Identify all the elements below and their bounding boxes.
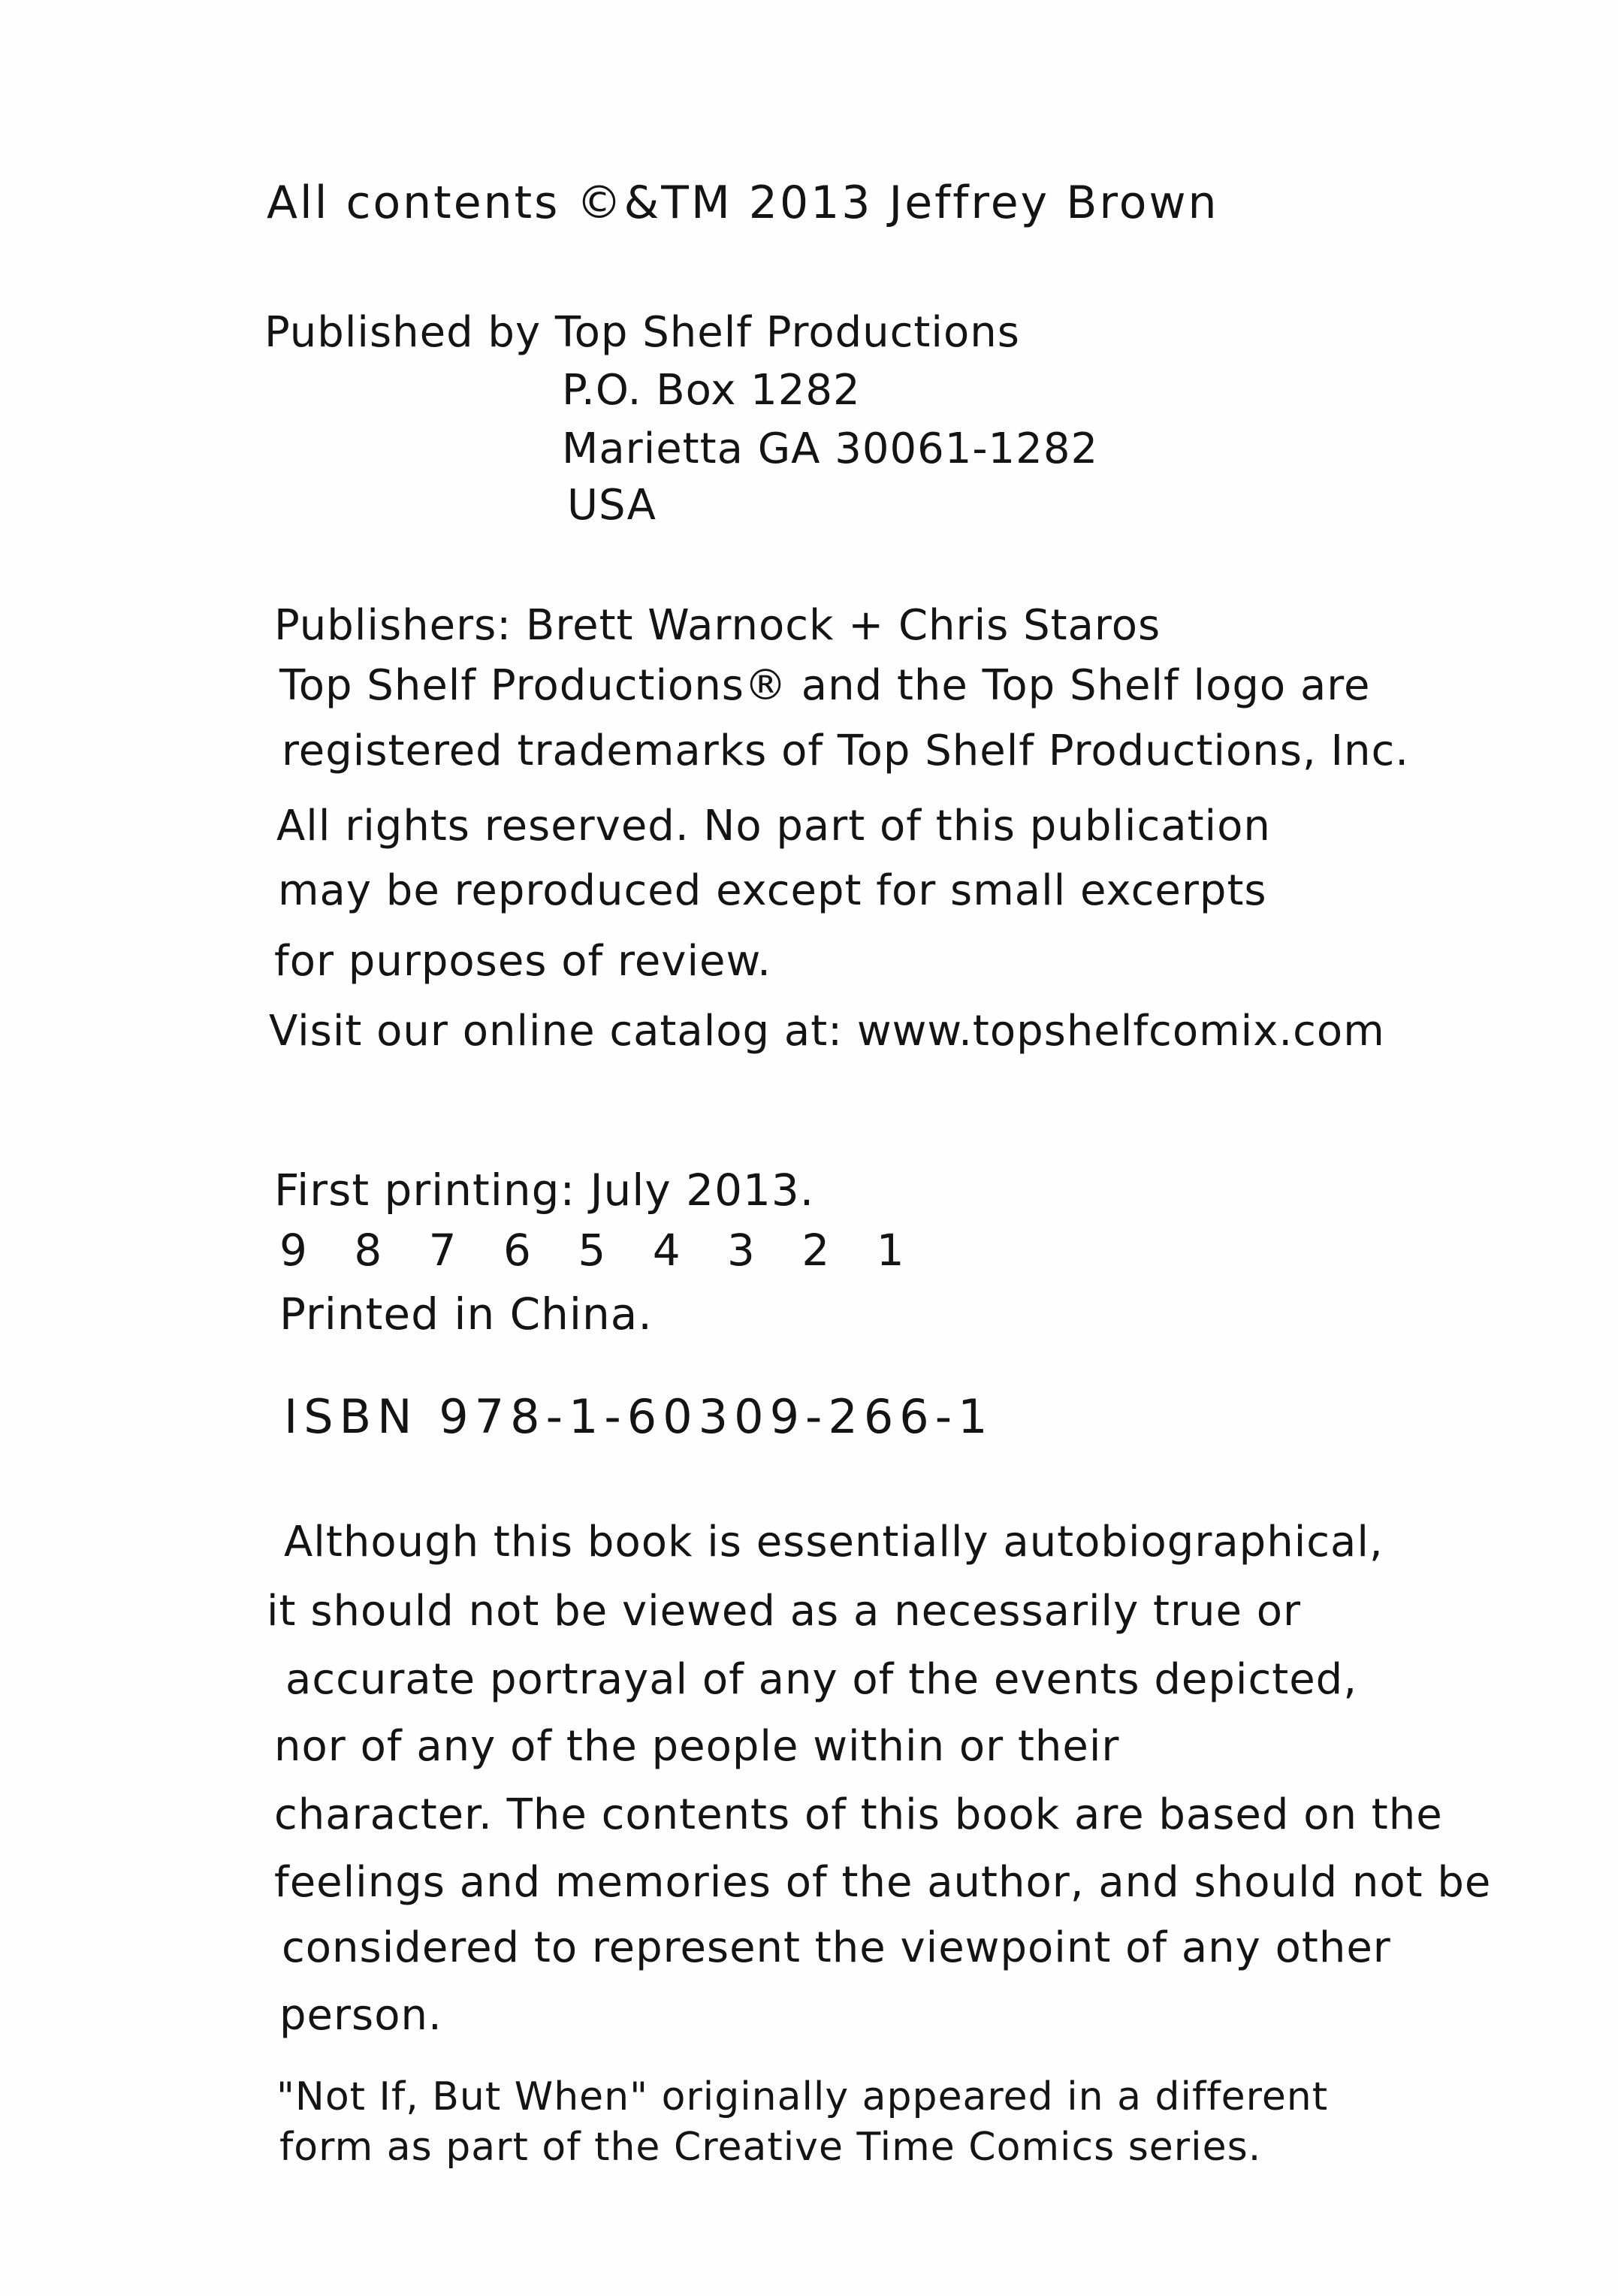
disclaimer-line-1: Although this book is essentially autobiographical,	[284, 1518, 1384, 1566]
first-printing-line: First printing: July 2013.	[274, 1165, 815, 1216]
print-number-line: 9 8 7 6 5 4 3 2 1	[279, 1225, 921, 1276]
publishers-names-line: Publishers: Brett Warnock + Chris Staros	[274, 601, 1161, 650]
published-by-line: Published by Top Shelf Productions	[264, 308, 1020, 357]
disclaimer-line-8: person.	[279, 1991, 442, 2040]
credit-line-2: form as part of the Creative Time Comics series.	[279, 2125, 1262, 2170]
disclaimer-line-5: character. The contents of this book are based on the	[274, 1790, 1443, 1839]
isbn-line: ISBN 978-1-60309-266-1	[284, 1389, 994, 1444]
address-line-1: P.O. Box 1282	[562, 366, 861, 415]
address-line-3: USA	[567, 481, 657, 530]
credit-line-1: "Not If, But When" originally appeared in a different	[276, 2074, 1329, 2119]
trademark-line-2: registered trademarks of Top Shelf Productions, Inc.	[282, 727, 1410, 775]
disclaimer-line-2: it should not be viewed as a necessarily true or	[267, 1587, 1302, 1636]
disclaimer-line-6: feelings and memories of the author, and should not be	[274, 1858, 1492, 1907]
reproduction-line: may be reproduced except for small excerpts	[278, 866, 1267, 915]
rights-line: All rights reserved. No part of this publication	[276, 802, 1271, 850]
printed-in-line: Printed in China.	[279, 1288, 653, 1340]
address-line-2: Marietta GA 30061-1282	[562, 424, 1099, 473]
catalog-url-line: Visit our online catalog at: www.topshelfcomix.com	[269, 1007, 1385, 1056]
trademark-line-1: Top Shelf Productions® and the Top Shelf logo are	[279, 661, 1371, 710]
disclaimer-line-3: accurate portrayal of any of the events depicted,	[285, 1655, 1358, 1704]
copyright-line: All contents ©&TM 2013 Jeffrey Brown	[267, 177, 1219, 229]
review-line: for purposes of review.	[274, 937, 771, 986]
disclaimer-line-4: nor of any of the people within or their	[274, 1722, 1120, 1771]
disclaimer-line-7: considered to represent the viewpoint of any other	[282, 1923, 1391, 1972]
